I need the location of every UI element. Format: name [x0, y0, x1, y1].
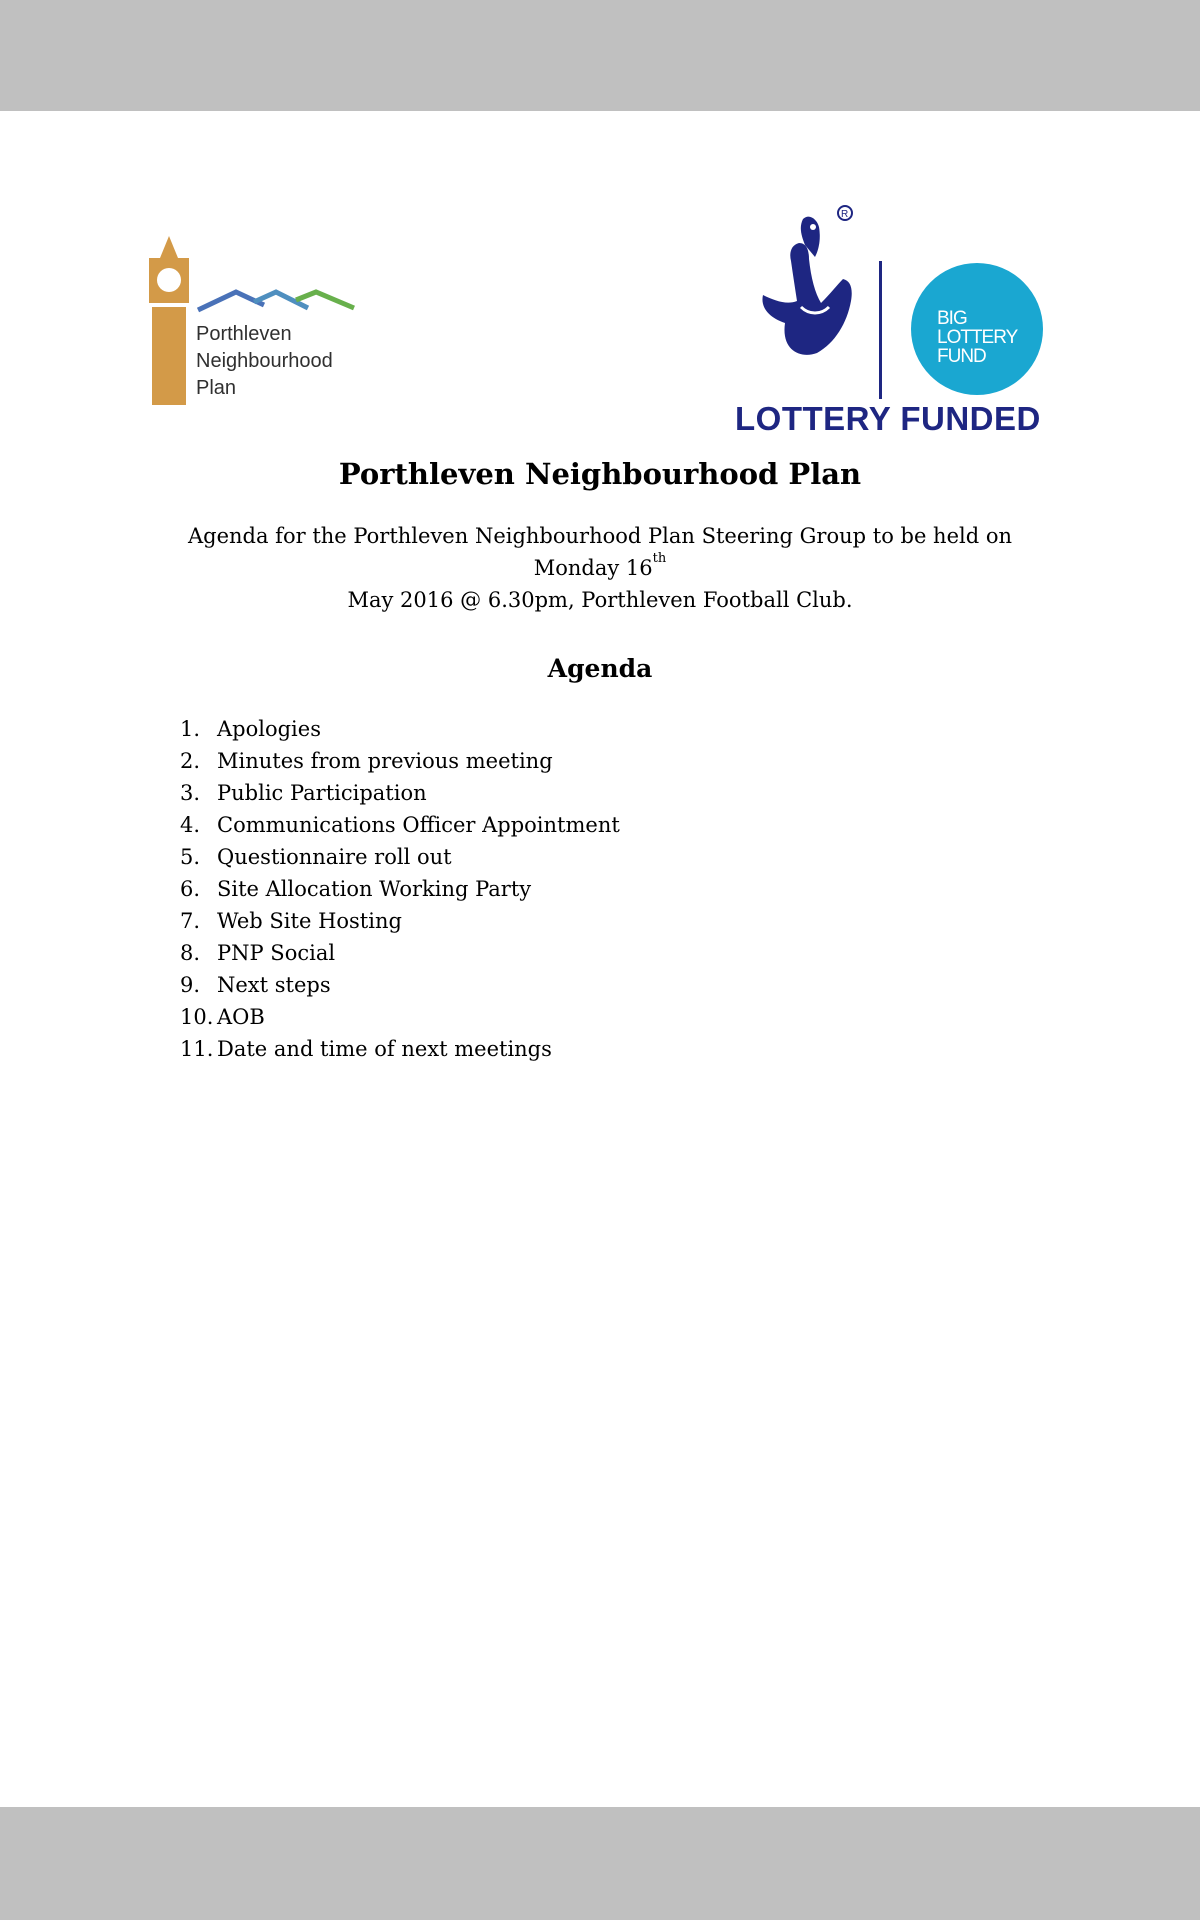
- agenda-item-text: Site Allocation Working Party: [217, 877, 532, 901]
- agenda-item-number: 3.: [180, 781, 201, 805]
- svg-text:R: R: [841, 209, 849, 220]
- agenda-item-number: 7.: [180, 909, 201, 933]
- date-ordinal-suffix: th: [652, 551, 667, 566]
- agenda-item-text: PNP Social: [217, 941, 336, 965]
- agenda-item-number: 9.: [180, 973, 201, 997]
- agenda-item: [180, 809, 620, 841]
- big-lottery-fund-badge: [911, 263, 1043, 395]
- intro-text: Agenda for the Porthleven Neighbourhood Plan Steering Group to be held on Monday 16: [187, 524, 1013, 580]
- agenda-item: [180, 713, 620, 745]
- agenda-item-number: 10.: [180, 1005, 214, 1029]
- agenda-item: [180, 969, 620, 1001]
- badge-line-3: FUND: [937, 346, 986, 367]
- agenda-item-text: Apologies: [217, 717, 321, 741]
- crossed-fingers-icon: [735, 183, 875, 398]
- agenda-heading: Agenda: [547, 654, 653, 683]
- agenda-item-text: Date and time of next meetings: [217, 1037, 552, 1061]
- agenda-item: [180, 873, 620, 905]
- agenda-item: [180, 841, 620, 873]
- agenda-item-number: 6.: [180, 877, 201, 901]
- logo-wordmark: [196, 321, 333, 402]
- document-page: [0, 111, 1200, 1807]
- agenda-item-number: 2.: [180, 749, 201, 773]
- agenda-item-text: Communications Officer Appointment: [217, 813, 620, 837]
- agenda-item-number: 5.: [180, 845, 201, 869]
- badge-line-1: BIG: [937, 308, 967, 329]
- lottery-funded-logo: [735, 183, 1055, 437]
- agenda-item-text: Web Site Hosting: [217, 909, 402, 933]
- agenda-list: [180, 713, 620, 1065]
- agenda-item: [180, 937, 620, 969]
- logo-line-3: Plan: [196, 377, 237, 399]
- badge-line-2: LOTTERY: [937, 327, 1018, 348]
- intro-text-line-2: May 2016 @ 6.30pm, Porthleven Football Club.: [347, 588, 853, 612]
- agenda-item-text: Public Participation: [217, 781, 427, 805]
- agenda-item-text: AOB: [217, 1005, 265, 1029]
- agenda-item: [180, 1033, 620, 1065]
- agenda-item: [180, 745, 620, 777]
- logo-divider: [879, 261, 882, 399]
- agenda-item: [180, 1001, 620, 1033]
- agenda-item-text: Next steps: [217, 973, 331, 997]
- clock-tower-icon: [146, 236, 192, 406]
- lottery-funded-label: LOTTERY FUNDED: [735, 400, 1041, 437]
- agenda-item: [180, 777, 620, 809]
- agenda-item-number: 1.: [180, 717, 201, 741]
- rooftops-icon: [196, 278, 356, 318]
- logo-line-2: Neighbourhood: [196, 350, 333, 372]
- agenda-item-text: Minutes from previous meeting: [217, 749, 553, 773]
- agenda-item-text: Questionnaire roll out: [217, 845, 452, 869]
- meeting-intro: [150, 520, 1050, 616]
- agenda-item-number: 4.: [180, 813, 201, 837]
- agenda-item-number: 11.: [180, 1037, 214, 1061]
- document-title: Porthleven Neighbourhood Plan: [338, 457, 862, 491]
- logo-line-1: Porthleven: [196, 323, 292, 345]
- agenda-item-number: 8.: [180, 941, 201, 965]
- porthleven-plan-logo: [146, 236, 356, 406]
- agenda-item: [180, 905, 620, 937]
